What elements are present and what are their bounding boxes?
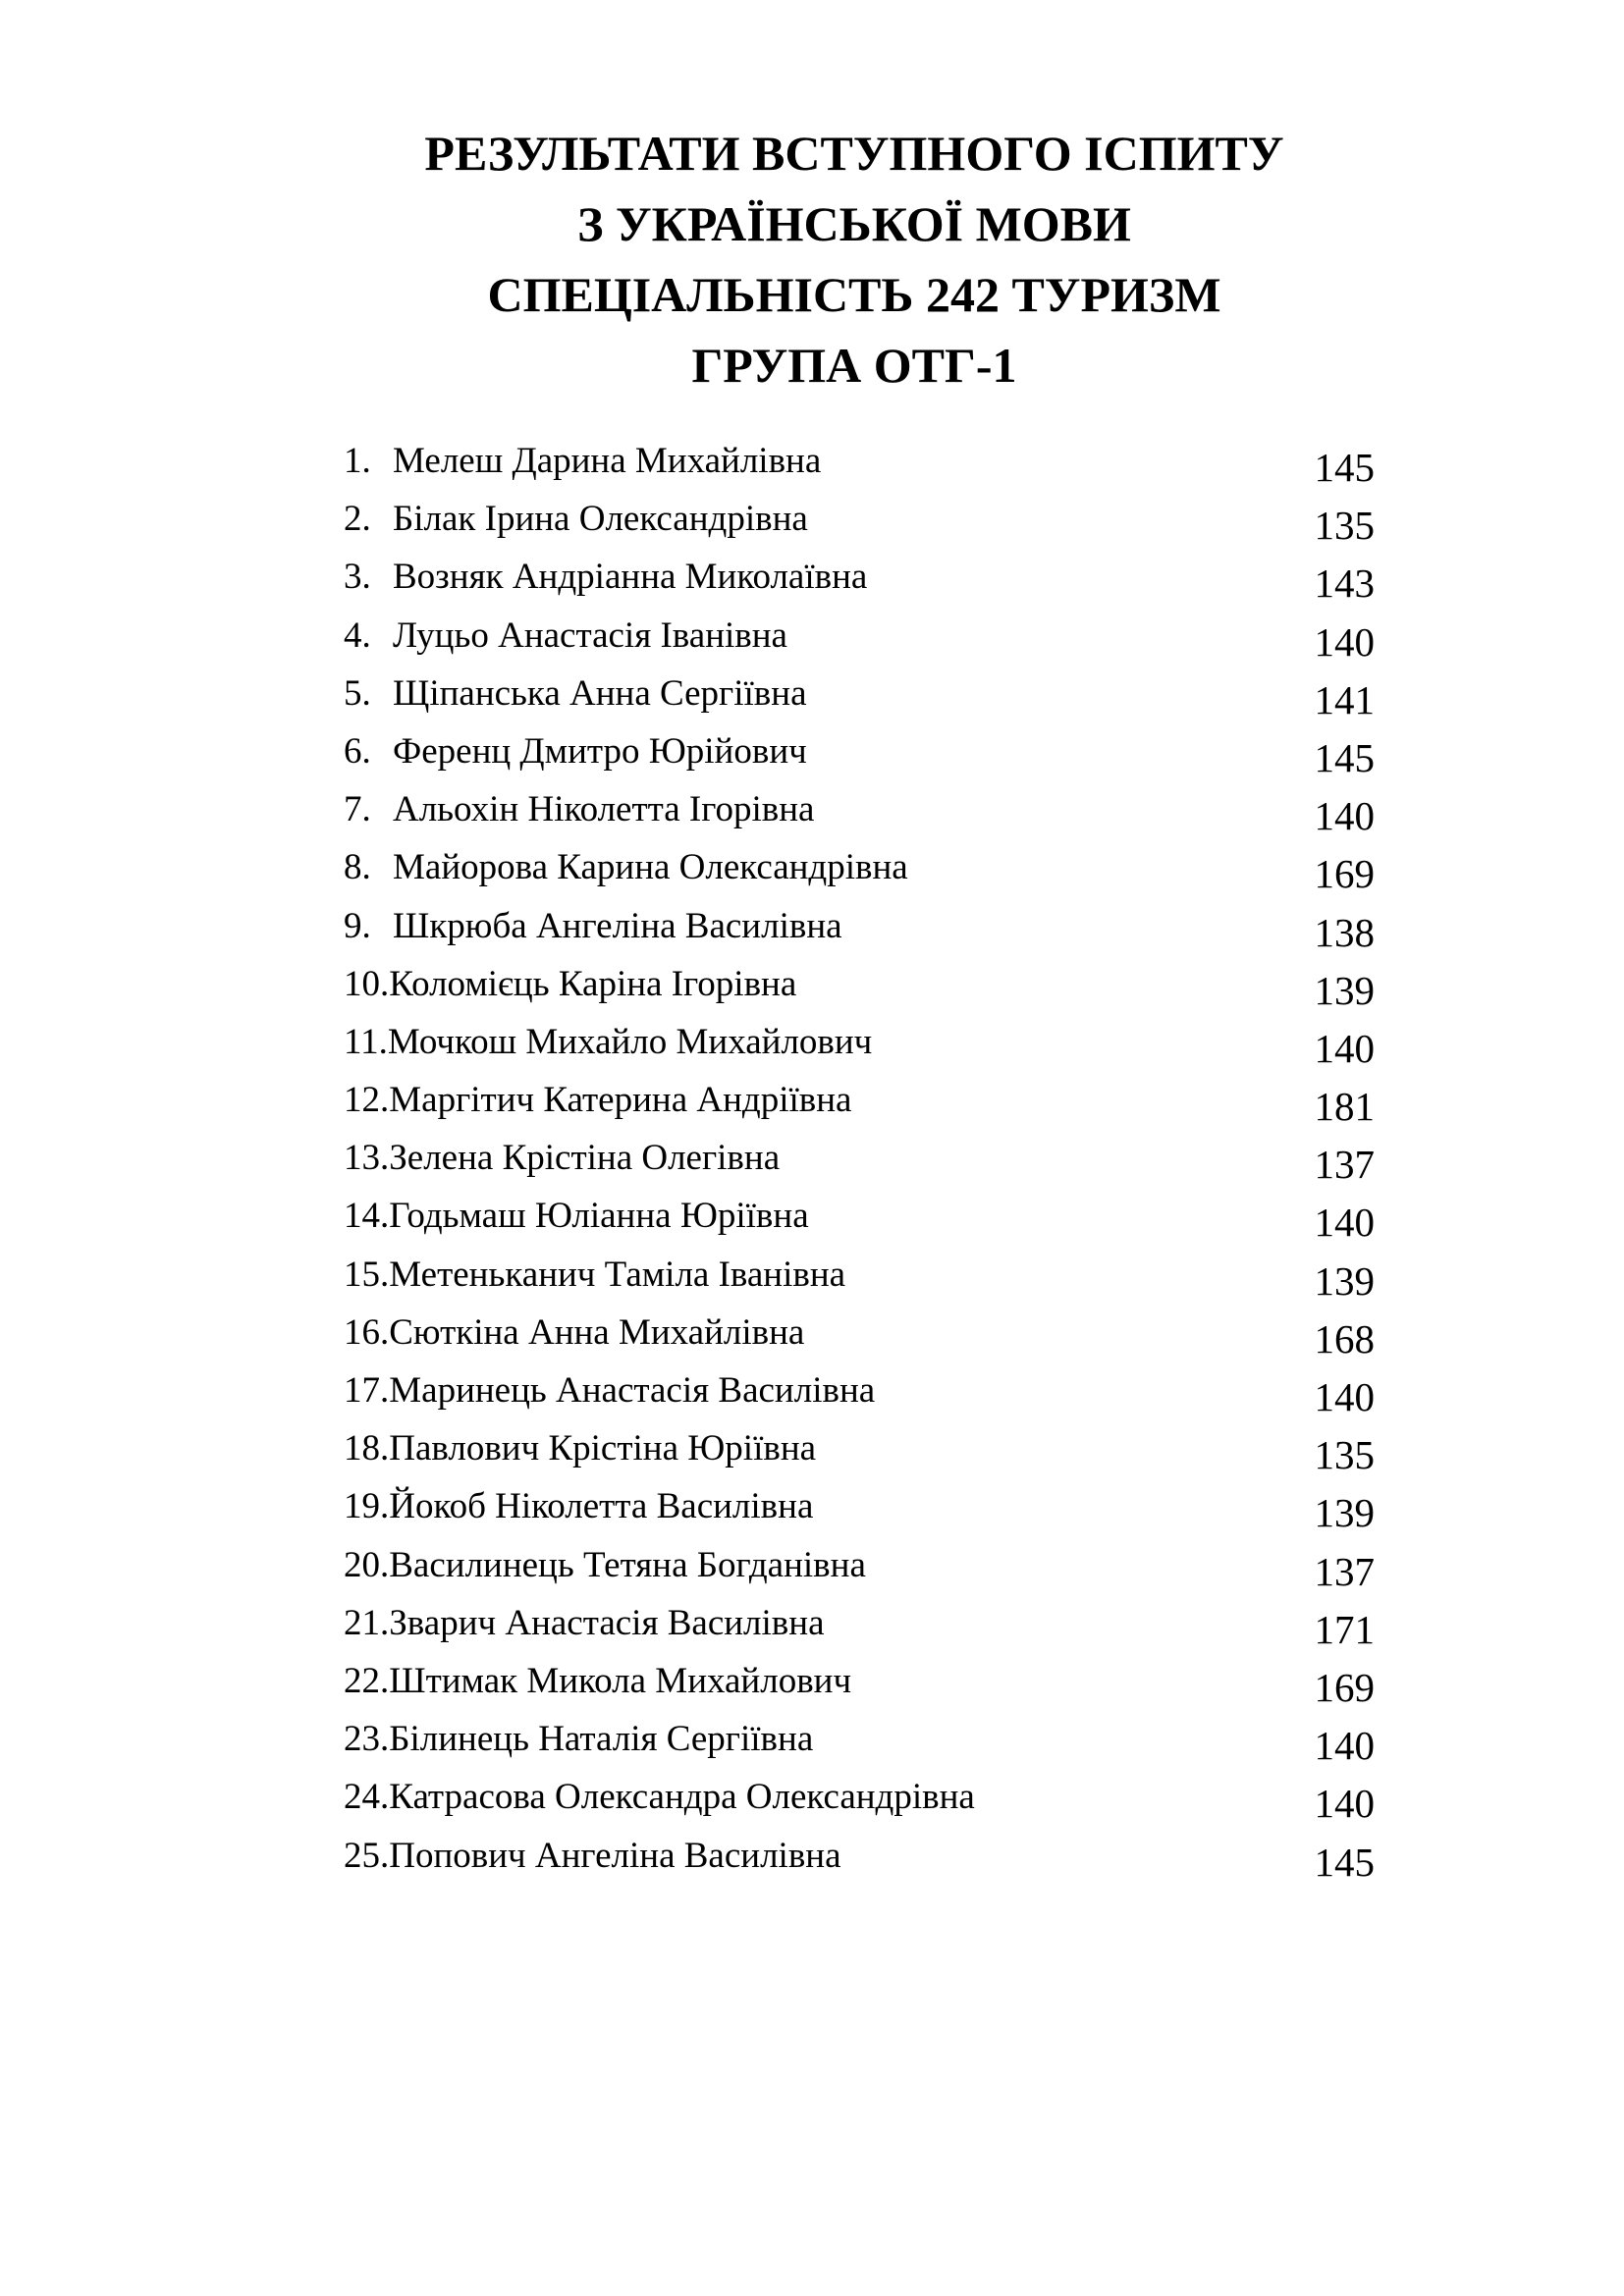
title-line-results: РЕЗУЛЬТАТИ ВСТУПНОГО ІСПИТУ xyxy=(424,126,1284,181)
list-item xyxy=(344,668,1375,726)
list-item xyxy=(344,784,1375,842)
exam-score: 140 xyxy=(1314,1200,1375,1246)
exam-score: 138 xyxy=(1314,909,1375,955)
student-name: Коломієць Каріна Ігорівна xyxy=(389,963,797,1004)
exam-score: 140 xyxy=(1314,793,1375,839)
item-number: 16. xyxy=(344,1311,390,1353)
title-line-subject: З УКРАЇНСЬКОЇ МОВИ xyxy=(577,196,1131,251)
student-name: Щіпанська Анна Сергіївна xyxy=(393,672,807,714)
item-number: 9. xyxy=(344,905,371,946)
student-name: Зелена Крістіна Олегівна xyxy=(389,1138,781,1179)
exam-score: 145 xyxy=(1314,734,1375,780)
list-item xyxy=(344,1540,1375,1598)
exam-score: 137 xyxy=(1314,1548,1375,1594)
student-name: Попович Ангеліна Василівна xyxy=(389,1835,841,1876)
exam-score: 169 xyxy=(1314,851,1375,897)
item-number: 24. xyxy=(344,1777,390,1818)
student-name: Шкрюба Ангеліна Василівна xyxy=(393,905,842,946)
list-item xyxy=(344,726,1375,784)
item-number: 6. xyxy=(344,730,371,772)
item-number: 8. xyxy=(344,847,371,888)
list-item xyxy=(344,842,1375,900)
student-name: Альохін Ніколетта Ігорівна xyxy=(393,789,815,830)
list-item xyxy=(344,1191,1375,1249)
item-number: 19. xyxy=(344,1486,390,1527)
student-name: Маргітич Катерина Андріївна xyxy=(389,1080,852,1121)
list-item xyxy=(344,959,1375,1017)
item-number: 12. xyxy=(344,1080,390,1121)
student-name: Годьмаш Юліанна Юріївна xyxy=(389,1196,809,1237)
exam-score: 139 xyxy=(1314,1257,1375,1304)
exam-score: 139 xyxy=(1314,1490,1375,1536)
student-name: Василинець Тетяна Богданівна xyxy=(389,1544,866,1585)
results-list xyxy=(344,436,1375,1889)
student-name: Катрасова Олександра Олександрівна xyxy=(389,1777,975,1818)
student-name: Возняк Андріанна Миколаївна xyxy=(393,557,868,598)
list-item xyxy=(344,1308,1375,1365)
student-name: Луцьо Анастасія Іванівна xyxy=(393,614,787,656)
item-number: 2. xyxy=(344,499,371,540)
item-number: 1. xyxy=(344,441,371,481)
student-name: Мелеш Дарина Михайлівна xyxy=(393,441,822,481)
list-item xyxy=(344,1075,1375,1133)
student-name: Йокоб Ніколетта Василівна xyxy=(389,1486,814,1527)
item-number: 7. xyxy=(344,789,371,830)
item-number: 25. xyxy=(344,1835,390,1876)
exam-score: 137 xyxy=(1314,1142,1375,1188)
list-item xyxy=(344,611,1375,668)
list-item xyxy=(344,1831,1375,1889)
exam-score: 143 xyxy=(1314,561,1375,607)
student-name: Білинець Наталія Сергіївна xyxy=(389,1719,814,1760)
item-number: 21. xyxy=(344,1602,390,1643)
exam-score: 145 xyxy=(1314,445,1375,490)
list-item xyxy=(344,552,1375,610)
exam-score: 139 xyxy=(1314,967,1375,1013)
title-line-specialty: СПЕЦІАЛЬНІСТЬ 242 ТУРИЗМ xyxy=(487,267,1221,322)
exam-score: 169 xyxy=(1314,1664,1375,1710)
student-name: Штимак Микола Михайлович xyxy=(389,1660,852,1701)
exam-score: 168 xyxy=(1314,1315,1375,1362)
list-item xyxy=(344,901,1375,959)
item-number: 13. xyxy=(344,1138,390,1179)
exam-score: 135 xyxy=(1314,503,1375,549)
title-line-group: ГРУПА ОТГ-1 xyxy=(691,338,1017,393)
list-item xyxy=(344,1423,1375,1481)
item-number: 22. xyxy=(344,1660,390,1701)
student-name: Зварич Анастасія Василівна xyxy=(389,1602,825,1643)
list-item xyxy=(344,1772,1375,1830)
list-item xyxy=(344,1598,1375,1656)
student-name: Маринець Анастасія Василівна xyxy=(389,1370,876,1411)
exam-score: 171 xyxy=(1314,1606,1375,1652)
list-item xyxy=(344,494,1375,552)
item-number: 20. xyxy=(344,1544,390,1585)
student-name: Метеньканич Таміла Іванівна xyxy=(389,1254,846,1295)
exam-score: 135 xyxy=(1314,1432,1375,1478)
exam-score: 140 xyxy=(1314,1781,1375,1827)
list-item xyxy=(344,1017,1375,1075)
exam-score: 145 xyxy=(1314,1839,1375,1885)
item-number: 4. xyxy=(344,614,371,656)
exam-score: 181 xyxy=(1314,1084,1375,1130)
item-number: 18. xyxy=(344,1428,390,1469)
exam-score: 140 xyxy=(1314,618,1375,665)
list-item xyxy=(344,1481,1375,1539)
item-number: 14. xyxy=(344,1196,390,1237)
item-number: 23. xyxy=(344,1719,390,1760)
item-number: 17. xyxy=(344,1370,390,1411)
item-number: 10. xyxy=(344,963,390,1004)
exam-score: 141 xyxy=(1314,676,1375,722)
exam-score: 140 xyxy=(1314,1723,1375,1769)
document-title xyxy=(0,118,1624,400)
exam-score: 140 xyxy=(1314,1374,1375,1419)
student-name: Павлович Крістіна Юріївна xyxy=(389,1428,817,1469)
list-item xyxy=(344,1250,1375,1308)
exam-score: 140 xyxy=(1314,1025,1375,1071)
list-item xyxy=(344,1714,1375,1772)
student-name: Майорова Карина Олександрівна xyxy=(393,847,908,888)
item-number: 11. xyxy=(344,1021,388,1062)
list-item xyxy=(344,1133,1375,1191)
item-number: 3. xyxy=(344,557,371,598)
list-item xyxy=(344,1365,1375,1423)
item-number: 15. xyxy=(344,1254,390,1295)
student-name: Сюткіна Анна Михайлівна xyxy=(389,1311,805,1353)
student-name: Мочкош Михайло Михайлович xyxy=(387,1021,873,1062)
student-name: Ференц Дмитро Юрійович xyxy=(393,730,807,772)
list-item xyxy=(344,436,1375,494)
student-name: Білак Ірина Олександрівна xyxy=(393,499,808,540)
item-number: 5. xyxy=(344,672,371,714)
list-item xyxy=(344,1656,1375,1714)
